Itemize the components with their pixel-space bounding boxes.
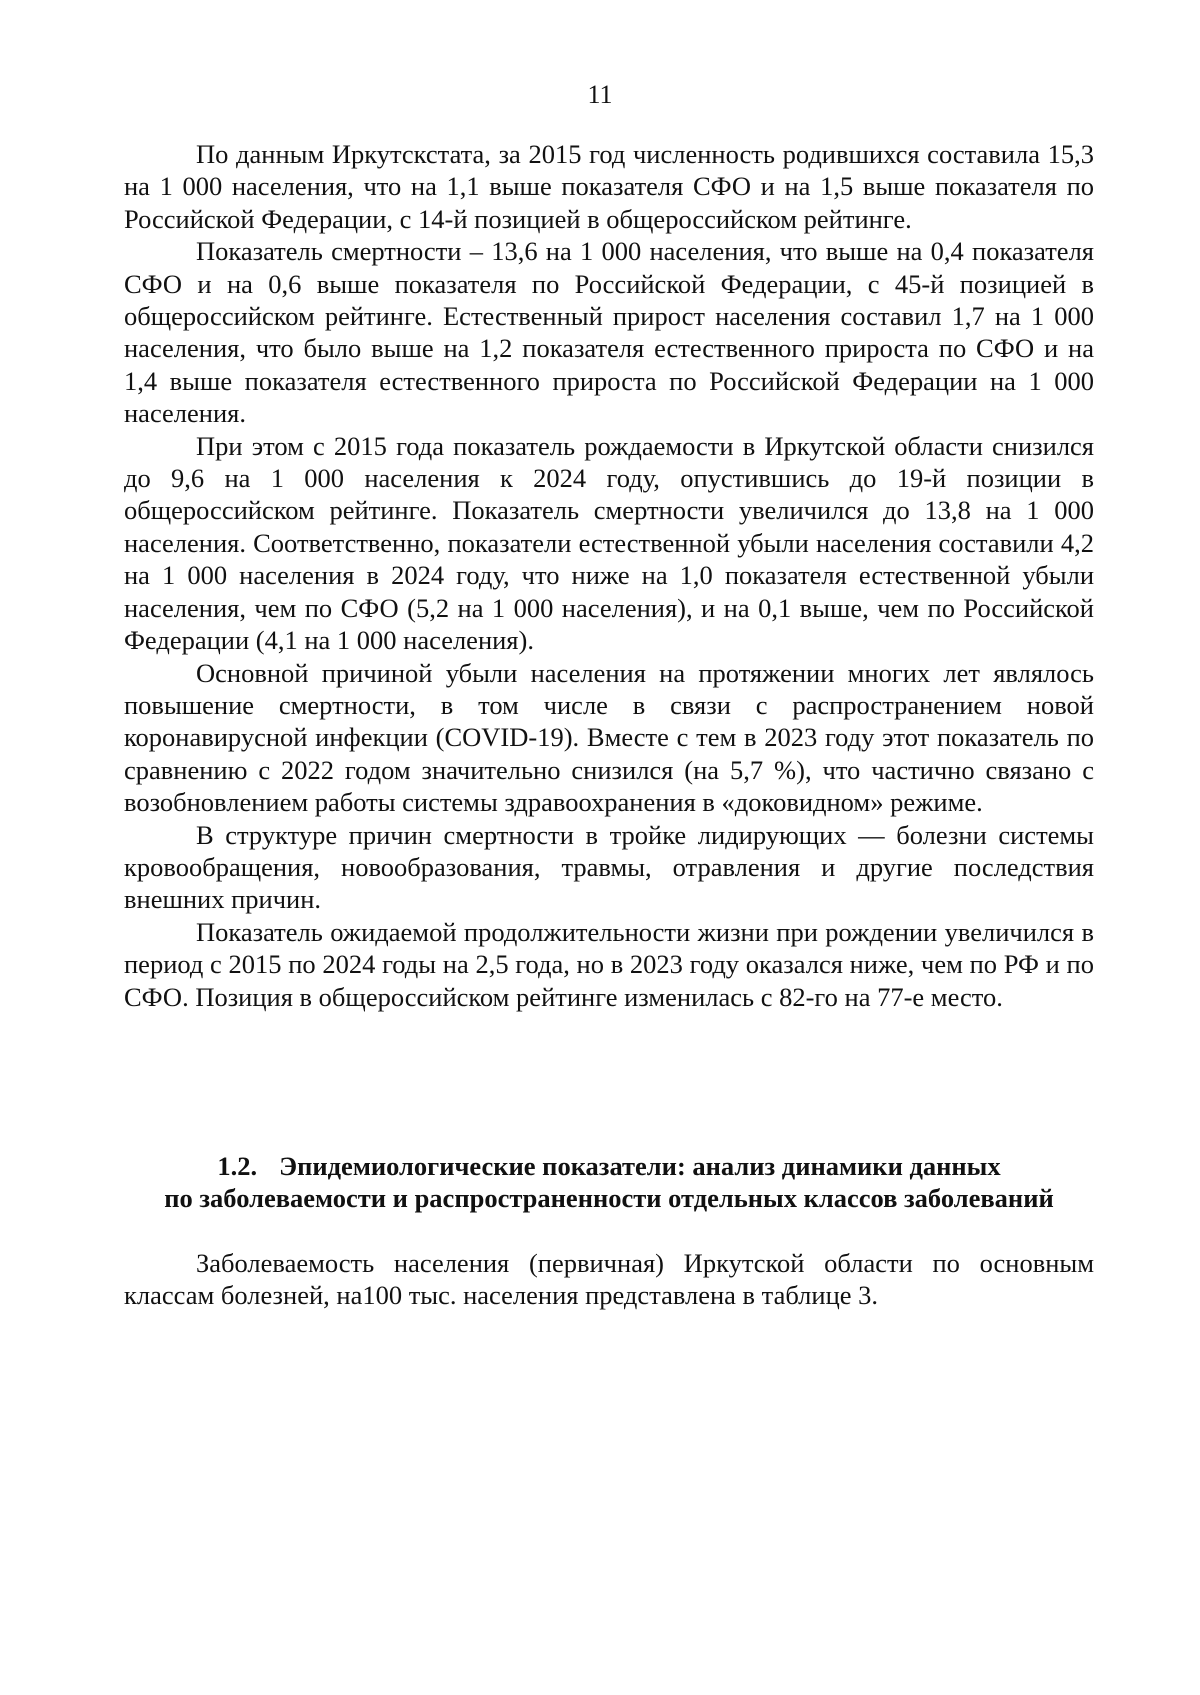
paragraph-birth-rate-decline: При этом с 2015 года показатель рождаемости в Иркутской области снизился до 9,6 на 1 000 населения к 2024 году, опустившись до 19-й позиции в общероссийском рейтинге. Показатель смертности увеличился до 13,8 на 1 000 населения. Соответственно, показатели естественной убыли населения составили 4,2 на 1 000 населения в 2024 году, что ниже на 1,0 показателя естественной убыли населения, чем по СФО (5,2 на 1 000 населения), и на 0,1 выше, чем по Российской Федерации (4,1 на 1 000 населения). — [124, 430, 1094, 656]
paragraph-table-reference: Заболеваемость населения (первичная) Иркутской области по основным классам болезней, на100 тыс. населения представлена в таблице 3. — [124, 1248, 1094, 1311]
section-heading-line-1 — [217, 1151, 1000, 1181]
page-number: 11 — [587, 80, 613, 109]
body-text — [124, 138, 1094, 1013]
section-title-part-1: Эпидемиологические показатели: анализ динамики данных — [279, 1151, 1001, 1181]
paragraph-life-expectancy: Показатель ожидаемой продолжительности жизни при рождении увеличился в период с 2015 по 2024 годы на 2,5 года, но в 2023 году оказался ниже, чем по РФ и по СФО. Позиция в общероссийском рейтинге изменилась с 82-го на 77-е место. — [124, 916, 1094, 1012]
section-heading — [124, 1150, 1094, 1215]
paragraph-birth-rate: По данным Иркутскстата, за 2015 год численность родившихся составила 15,3 на 1 000 населения, что на 1,1 выше показателя СФО и на 1,5 выше показателя по Российской Федерации, с 14-й позицией в общероссийском рейтинге. — [124, 139, 1094, 234]
paragraph-mortality-rate: Показатель смертности – 13,6 на 1 000 населения, что выше на 0,4 показателя СФО и на 0,6 выше показателя по Российской Федерации, с 45-й позицией в общероссийском рейтинге. Естественный прирост населения составил 1,7 на 1 000 населения, что было выше на 1,2 показателя естественного прироста по СФО и на 1,4 выше показателя естественного прироста по Российской Федерации на 1 000 населения. — [124, 236, 1094, 429]
section-title-part-2: по заболеваемости и распространенности отдельных классов заболеваний — [164, 1183, 1054, 1214]
section-number: 1.2. — [217, 1151, 258, 1181]
closing-text — [124, 1247, 1094, 1312]
paragraph-mortality-structure: В структуре причин смертности в тройке лидирующих — болезни системы кровообращения, новообразования, травмы, отравления и другие последствия внешних причин. — [124, 819, 1094, 915]
paragraph-population-decline-cause: Основной причиной убыли населения на протяжении многих лет являлось повышение смертности, в том числе в связи с распространением новой коронавирусной инфекции (COVID-19). Вместе с тем в 2023 году этот показатель по сравнению с 2022 годом значительно снизился (на 5,7 %), что частично связано с возобновлением работы системы здравоохранения в «доковидном» режиме. — [124, 657, 1094, 818]
